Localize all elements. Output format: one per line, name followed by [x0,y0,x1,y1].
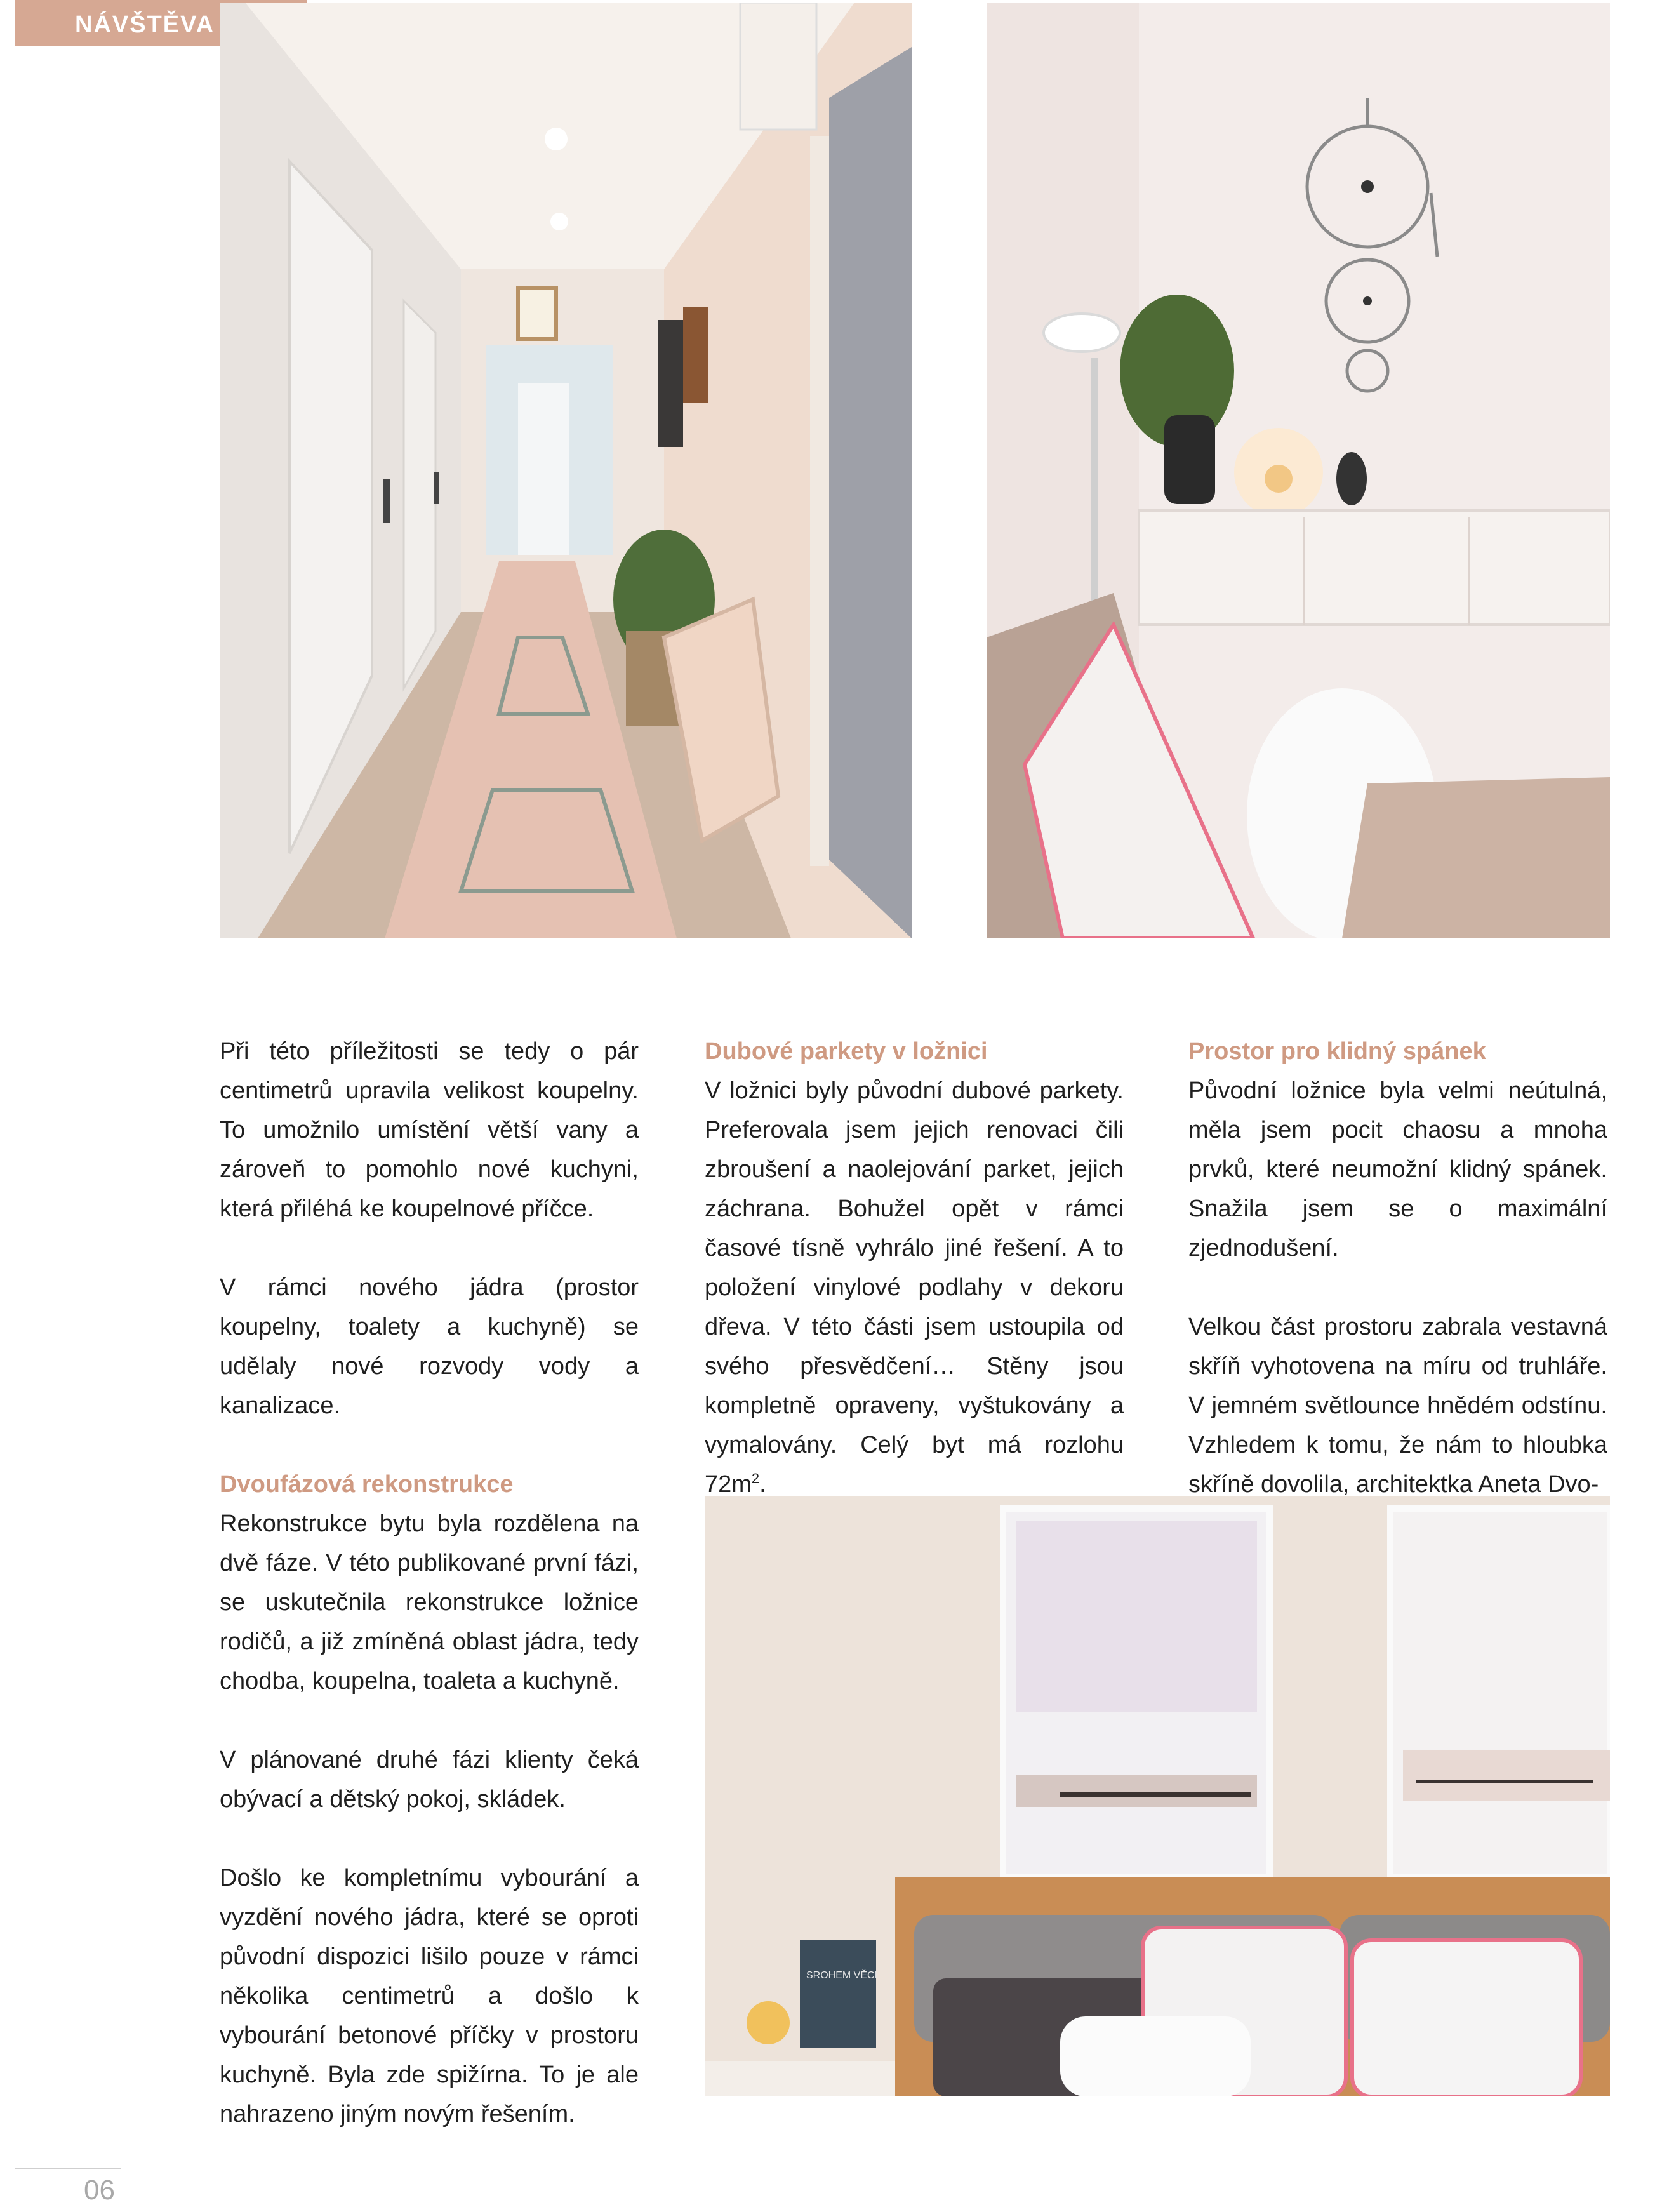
paragraph: Rekonstrukce bytu byla rozdělena na dvě fáze. V této publikované první fázi, se uskutečnila rekonstrukce ložnice rodičů, a již zmíněná oblast jádra, tedy chodba, koupelna, toaleta a kuchyně. [220,1510,639,1695]
section-heading: Prostor pro klidný spánek [1188,1038,1486,1065]
section-heading: Dubové parkety v ložnici [705,1038,988,1065]
text-column-1 [220,1032,639,2173]
section-tag: NÁVŠTĚVA [15,0,307,46]
text-column-2 [705,1032,1124,1543]
page-number: 06 [84,2175,115,2206]
paragraph-text: V ložnici byly původní dubové parkety. Preferovala jsem jejich renovaci čili zbroušení a naolejování parket, jejich záchrana. Bohužel opět v rámci časové tísně vyhrálo jiné řešení. A to položení vinylové podlahy v dekoru dřeva. V této části jsem ustoupila od svého přesvědčení… Stěny jsou kompletně opraveny, vyštukovány a vymalovány. Celý byt má rozlohu 72m [705,1077,1124,1498]
text-column-3 [1188,1032,1607,1543]
paragraph: Velkou část prostoru zabrala vestavná skříň vyhotovena na míru od truhláře. V jemném světlounce hnědém odstínu. Vzhledem k tomu, že nám to hloubka skříně dovolila, architektka Aneta Dvo- [1188,1314,1607,1498]
hallway-photo [220,3,912,938]
area-superscript: 2 [751,1470,760,1486]
paragraph-end: . [759,1471,766,1498]
paragraph: Při této příležitosti se tedy o pár centimetrů upravila velikost koupelny. To umožnilo umístění větší vany a zároveň to pomohlo nové kuchyni, která přiléhá ke koupelnové příčce. [220,1038,639,1222]
paragraph: Původní ložnice byla velmi neútulná, měla jsem pocit chaosu a mnoha prvků, které neumožní klidný spánek. Snažila jsem se o maximální zjednodušení. [1188,1077,1607,1262]
paragraph [705,1071,1124,1504]
paragraph: Došlo ke kompletnímu vybourání a vyzdění nového jádra, které se oproti původní dispozici lišilo pouze v rámci několika centimetrů a došlo k vybourání betonové příčky v prostoru kuchyně. Byla zde spižírna. To je ale nahrazeno jiným novým řešením. [220,1865,639,2128]
paragraph: V rámci nového jádra (prostor koupelny, toalety a kuchyně) se udělaly nové rozvody vody a kanalizace. [220,1274,639,1419]
section-heading: Dvoufázová rekonstrukce [220,1471,514,1498]
bed-headboard-photo [705,1496,1610,2096]
bedroom-shelf-photo [987,3,1610,938]
book-title: SROHEM VĚCI [806,1970,878,1981]
footer-rule [15,2168,121,2169]
paragraph: V plánované druhé fázi klienty čeká obývací a dětský pokoj, skládek. [220,1747,639,1813]
